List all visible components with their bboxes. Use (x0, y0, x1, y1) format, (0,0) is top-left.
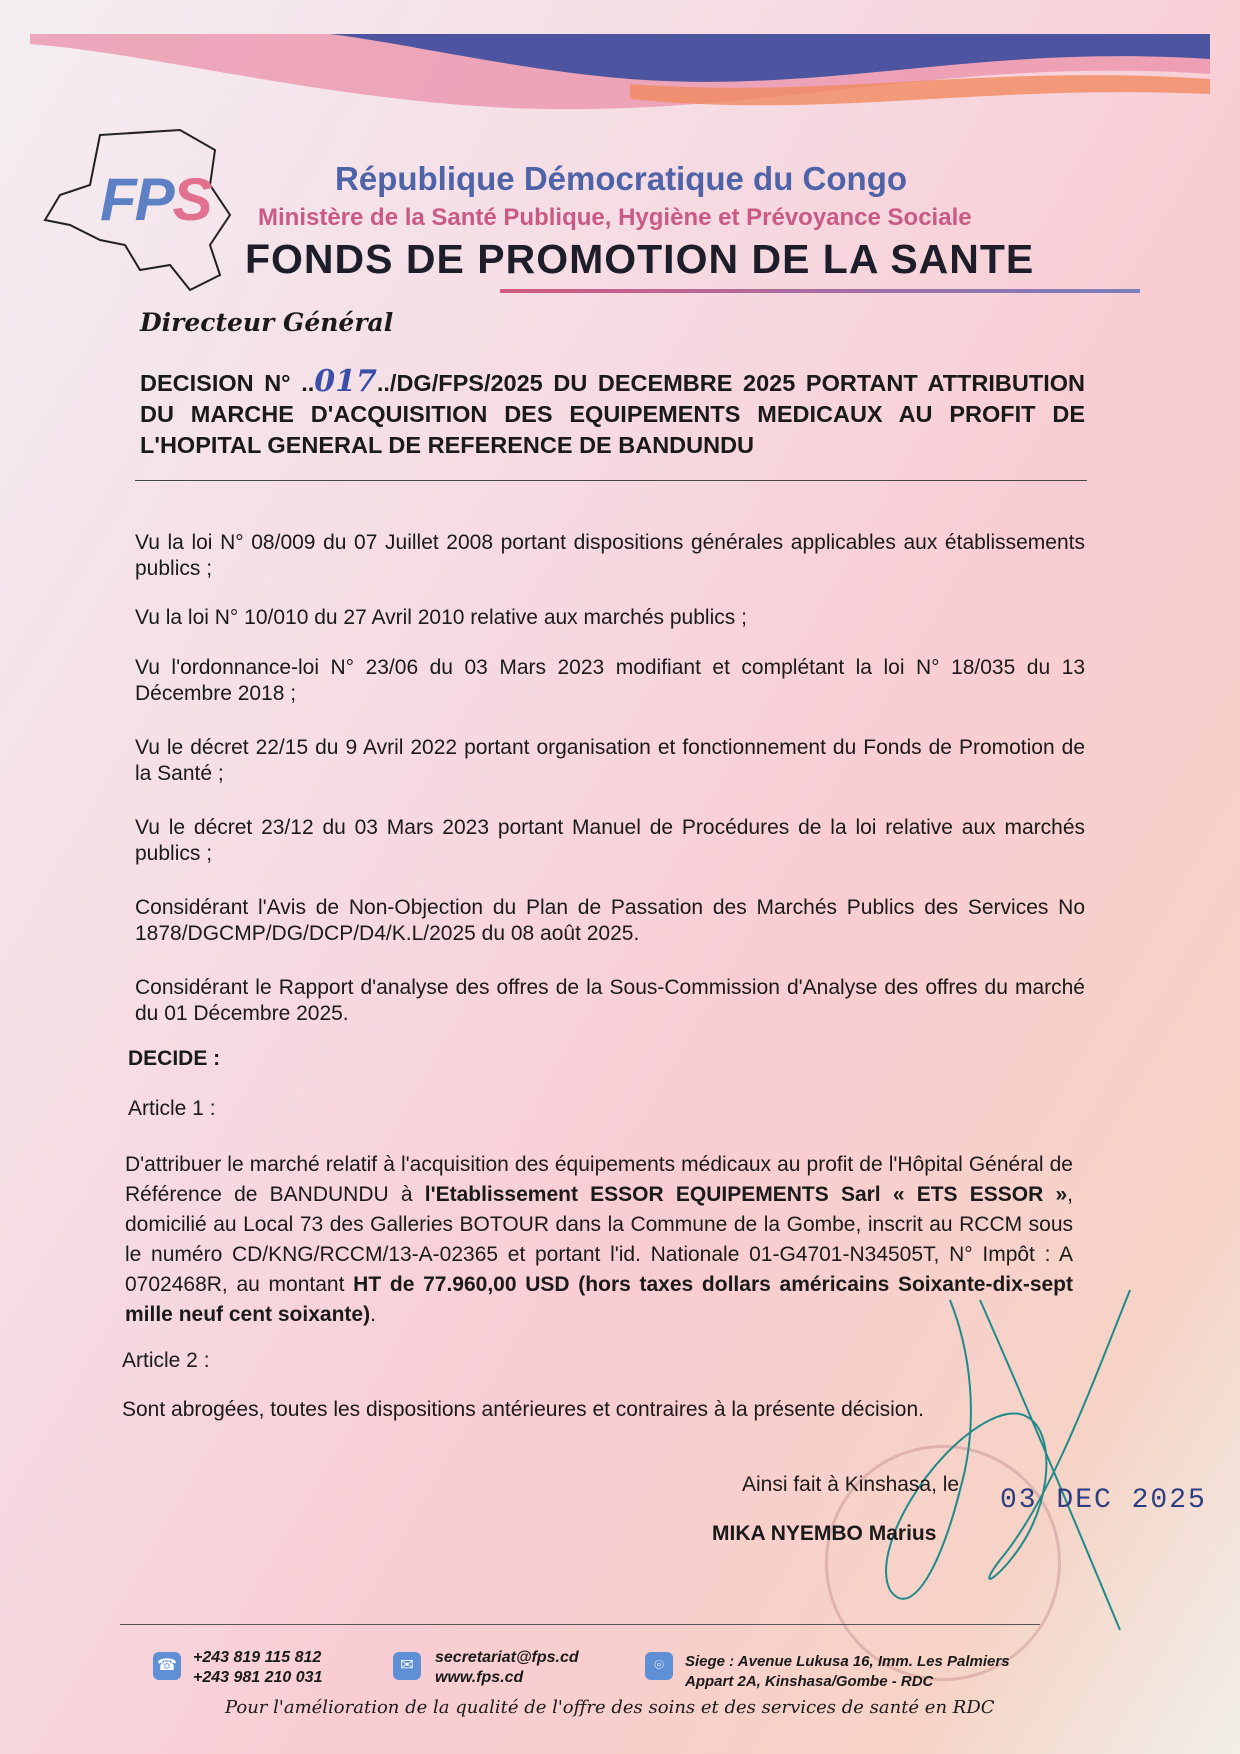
consideration-1: Vu la loi N° 08/009 du 07 Juillet 2008 portant dispositions générales applicables aux établissements publics ; (135, 531, 1085, 580)
phone-1: +243 819 115 812 (193, 1649, 322, 1666)
fps-logo: FPS (100, 166, 211, 233)
decision-title (140, 366, 1085, 461)
article1-part1: D'attribuer le marché relatif à l'acquisition des équipements médicaux au profit de l'Hôpital Général de Référence de BANDUNDU à (125, 1153, 1073, 1206)
consideration-7: Considérant le Rapport d'analyse des offres de la Sous-Commission d'Analyse des offres du marché du 01 Décembre 2025. (135, 976, 1085, 1025)
article1-part3: . (370, 1303, 376, 1326)
title-rule (135, 480, 1087, 481)
location-pin-icon: ⌾ (645, 1652, 673, 1680)
footer-contact (435, 1648, 579, 1688)
article1-part2: , domicilié au Local 73 des Galleries BOTOUR dans la Commune de la Gombe, inscrit au RCCM sous le numéro CD/KNG/RCCM/13-A-02365 et portant l'id. Nationale 01-G4701-N34505T, N° Impôt : A 0702468R, au montant (125, 1183, 1074, 1296)
ministry-name: Ministère de la Santé Publique, Hygiène et Prévoyance Sociale (258, 204, 972, 231)
organization-name: FONDS DE PROMOTION DE LA SANTE (245, 236, 1035, 282)
header-divider (500, 289, 1140, 293)
article1-heading: Article 1 : (128, 1097, 216, 1120)
consideration-6: Considérant l'Avis de Non-Objection du Plan de Passation des Marchés Publics des Services No 1878/DGCMP/DG/DCP/D4/K.L/2025 du 08 août 2025. (135, 896, 1085, 945)
footer-phones (193, 1648, 322, 1688)
country-name: République Démocratique du Congo (335, 160, 908, 197)
stamp-date: 03 DEC 2025 (1000, 1485, 1207, 1516)
address-line-2: Appart 2A, Kinshasa/Gombe - RDC (685, 1673, 934, 1690)
handwritten-number: 017 (314, 364, 377, 399)
email: secretariat@fps.cd (435, 1649, 579, 1666)
consideration-3: Vu l'ordonnance-loi N° 23/06 du 03 Mars 2023 modifiant et complétant la loi N° 18/035 du 13 Décembre 2018 ; (135, 656, 1085, 705)
footer-tagline: Pour l'amélioration de la qualité de l'offre des soins et des services de santé en RDC (225, 1697, 995, 1718)
handwritten-signature (830, 1270, 1150, 1630)
signing-place: Ainsi fait à Kinshasa, le (742, 1473, 960, 1496)
contract-amount: HT de 77.960,00 USD (hors taxes dollars américains Soixante-dix-sept mille neuf cent soixante) (125, 1273, 1073, 1326)
awardee-name: l'Etablissement ESSOR EQUIPEMENTS Sarl « ETS ESSOR » (424, 1183, 1068, 1206)
address-line-1: Siege : Avenue Lukusa 16, Imm. Les Palmiers (685, 1653, 1010, 1670)
mail-icon: ✉ (393, 1652, 421, 1680)
footer-rule (120, 1624, 1040, 1625)
title-suffix: ../DG/FPS/2025 DU DECEMBRE 2025 PORTANT ATTRIBUTION DU MARCHE D'ACQUISITION DES EQUIPEMENTS MEDICAUX AU PROFIT DE L'HOPITAL GENERAL DE REFERENCE DE BANDUNDU (140, 370, 1085, 458)
phone-2: +243 981 210 031 (193, 1669, 323, 1686)
title-prefix: DECISION N° .. (140, 370, 315, 396)
header-wave-banner (30, 34, 1210, 129)
consideration-4: Vu le décret 22/15 du 9 Avril 2022 portant organisation et fonctionnement du Fonds de Promotion de la Santé ; (135, 736, 1085, 785)
article2-heading: Article 2 : (122, 1349, 210, 1372)
consideration-5: Vu le décret 23/12 du 03 Mars 2023 portant Manuel de Procédures de la loi relative aux marchés publics ; (135, 816, 1085, 865)
website: www.fps.cd (435, 1669, 524, 1686)
footer-address (685, 1652, 1010, 1692)
phone-icon: ☎ (153, 1652, 181, 1680)
article2-text: Sont abrogées, toutes les dispositions antérieures et contraires à la présente décision. (122, 1398, 924, 1421)
decide-heading: DECIDE : (128, 1047, 221, 1070)
consideration-2: Vu la loi N° 10/010 du 27 Avril 2010 relative aux marchés publics ; (135, 606, 747, 629)
signatory-name: MIKA NYEMBO Marius (712, 1522, 937, 1545)
office-title: Directeur Général (140, 308, 394, 337)
